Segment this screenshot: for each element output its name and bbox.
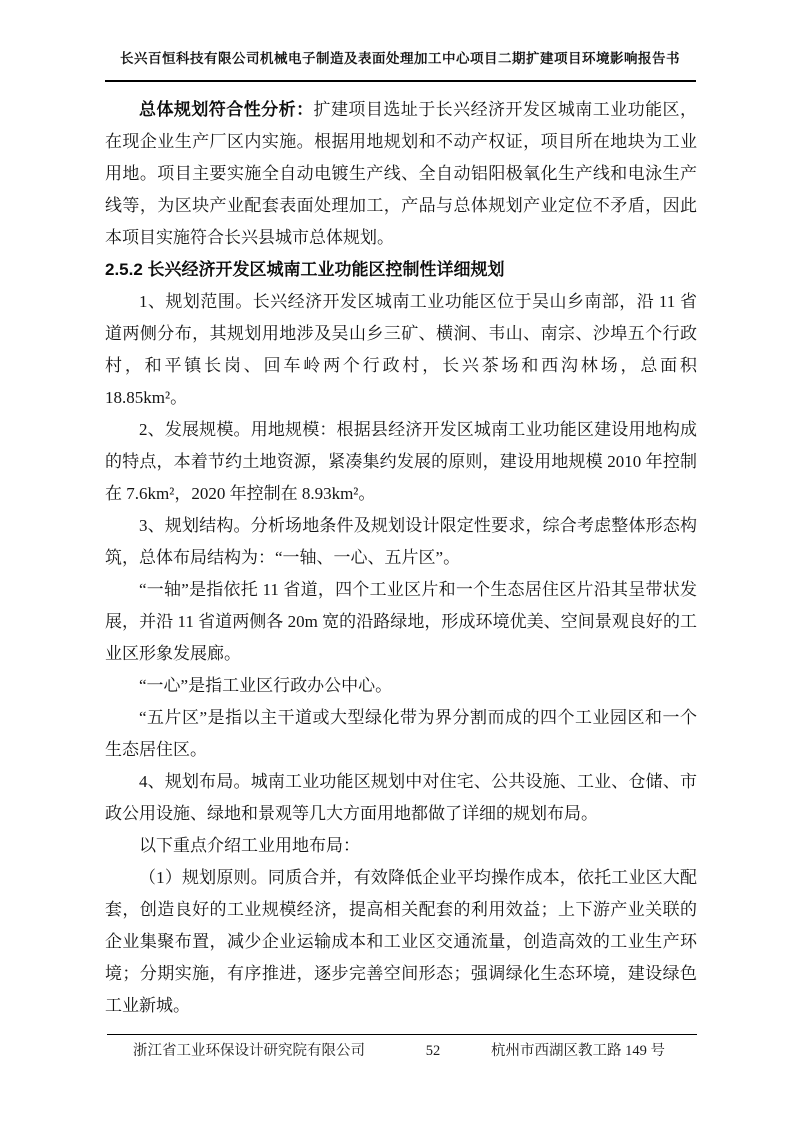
paragraph-development-scale: 2、发展规模。用地规模：根据县经济开发区城南工业功能区建设用地构成的特点，本着节约土地资源，紧凑集约发展的原则，建设用地规模 2010 年控制在 7.6km²，2020 年控制在 8.93km²。: [105, 420, 697, 503]
footer-address: 杭州市西湖区教工路 149 号: [491, 1043, 665, 1059]
paragraph-planning-layout: 4、规划布局。城南工业功能区规划中对住宅、公共设施、工业、仓储、市政公用设施、绿地和景观等几大方面用地都做了详细的规划布局。: [105, 772, 697, 823]
footer-rule: [107, 1034, 697, 1035]
paragraph-planning-scope: 1、规划范围。长兴经济开发区城南工业功能区位于吴山乡南部，沿 11 省道两侧分布，其规划用地涉及吴山乡三矿、横涧、韦山、南宗、沙埠五个行政村，和平镇长岗、回车岭两个行政村，长兴茶场和西沟林场，总面积18.85km²。: [105, 292, 697, 407]
paragraph-planning-structure: 3、规划结构。分析场地条件及规划设计限定性要求，综合考虑整体形态构筑，总体布局结构为：“一轴、一心、五片区”。: [105, 516, 697, 567]
footer-company-name: 浙江省工业环保设计研究院有限公司: [133, 1043, 365, 1059]
page-body: [105, 94, 697, 1022]
paragraph-planning-principles: （1）规划原则。同质合并，有效降低企业平均操作成本，依托工业区大配套，创造良好的工业规模经济，提高相关配套的利用效益；上下游产业关联的企业集聚布置，减少企业运输成本和工业区交通流量，创造高效的工业生产环境；分期实施，有序推进，逐步完善空间形态；强调绿化生态环境，建设绿色工业新城。: [105, 868, 697, 1015]
footer-page-number: 52: [425, 1043, 441, 1059]
paragraph-five-districts: “五片区”是指以主干道或大型绿化带为界分割而成的四个工业园区和一个生态居住区。: [105, 708, 697, 759]
report-header-title: 长兴百恒科技有限公司机械电子制造及表面处理加工中心项目二期扩建项目环境影响报告书: [120, 51, 680, 66]
paragraph-industrial-land-intro: 以下重点介绍工业用地布局：: [139, 836, 360, 855]
paragraph-one-axis: “一轴”是指依托 11 省道，四个工业区片和一个生态居住区片沿其呈带状发展，并沿 11 省道两侧各 20m 宽的沿路绿地，形成环境优美、空间景观良好的工业区形象发展廊。: [105, 580, 697, 663]
paragraph-text: 扩建项目选址于长兴经济开发区城南工业功能区，在现企业生产厂区内实施。根据用地规划和不动产权证，项目所在地块为工业用地。项目主要实施全自动电镀生产线、全自动铝阳极氧化生产线和电泳生产线等，为区块产业配套表面处理加工，产品与总体规划产业定位不矛盾，因此本项目实施符合长兴县城市总体规划。: [105, 100, 697, 247]
paragraph-one-center: “一心”是指工业区行政办公中心。: [139, 676, 393, 695]
section-heading-2-5-2: 2.5.2 长兴经济开发区城南工业功能区控制性详细规划: [105, 260, 505, 279]
page-footer: [105, 1040, 697, 1062]
paragraph-overall-plan-analysis: [105, 94, 697, 254]
paragraph-bold-lead: 总体规划符合性分析：: [139, 100, 314, 119]
header-rule: [105, 80, 696, 82]
